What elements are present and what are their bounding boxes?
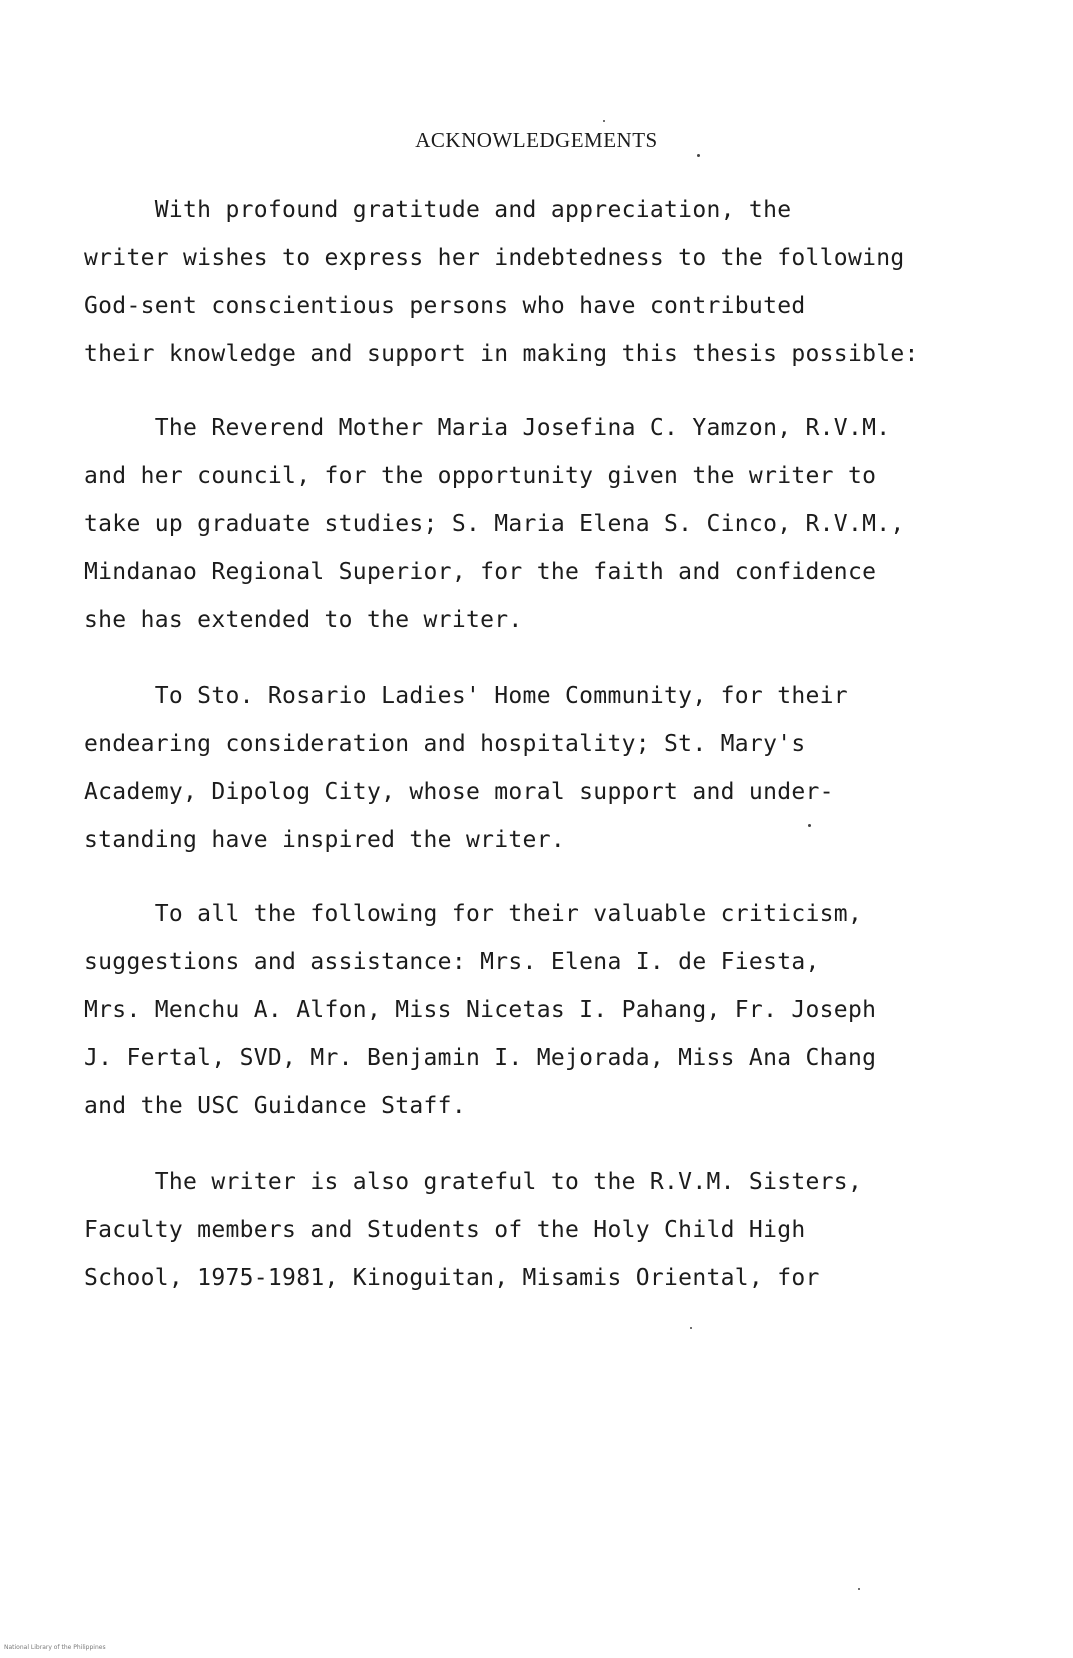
scan-speck <box>603 120 605 122</box>
text-line: With profound gratitude and appreciation, the <box>84 197 792 223</box>
text-line: endearing consideration and hospitality; St. Mary's <box>84 731 806 757</box>
page-title: ACKNOWLEDGEMENTS <box>415 128 658 152</box>
text-line: School, 1975-1981, Kinoguitan, Misamis Oriental, for <box>84 1265 820 1291</box>
text-line: J. Fertal, SVD, Mr. Benjamin I. Mejorada, Miss Ana Chang <box>84 1045 877 1071</box>
text-line: Mrs. Menchu A. Alfon, Miss Nicetas I. Pahang, Fr. Joseph <box>84 997 877 1023</box>
text-line: she has extended to the writer. <box>84 607 523 633</box>
scan-speck <box>808 824 811 827</box>
scan-speck <box>697 154 700 157</box>
text-line: standing have inspired the writer. <box>84 827 566 853</box>
text-line: Faculty members and Students of the Holy Child High <box>84 1217 806 1243</box>
text-line: The writer is also grateful to the R.V.M. Sisters, <box>84 1169 863 1195</box>
text-line: The Reverend Mother Maria Josefina C. Yamzon, R.V.M. <box>84 415 891 441</box>
footer-watermark: National Library of the Philippines <box>4 1644 106 1651</box>
text-line: and the USC Guidance Staff. <box>84 1093 466 1119</box>
text-line: God-sent conscientious persons who have contributed <box>84 293 806 319</box>
text-line: writer wishes to express her indebtedness to the following <box>84 245 905 271</box>
text-line: Academy, Dipolog City, whose moral support and under- <box>84 779 834 805</box>
paragraph-community <box>84 672 1014 864</box>
text-line: take up graduate studies; S. Maria Elena S. Cinco, R.V.M., <box>84 511 905 537</box>
paragraph-intro <box>84 186 1014 378</box>
text-line: To all the following for their valuable criticism, <box>84 901 863 927</box>
paragraph-rvm-sisters <box>84 1158 1014 1302</box>
paragraph-reverend-mother <box>84 404 1014 644</box>
text-line: and her council, for the opportunity given the writer to <box>84 463 877 489</box>
text-line: their knowledge and support in making this thesis possible: <box>84 341 919 367</box>
scan-speck <box>690 1327 692 1329</box>
text-line: To Sto. Rosario Ladies' Home Community, for their <box>84 683 848 709</box>
text-line: Mindanao Regional Superior, for the faith and confidence <box>84 559 877 585</box>
paragraph-contributors <box>84 890 1014 1130</box>
text-line: suggestions and assistance: Mrs. Elena I. de Fiesta, <box>84 949 820 975</box>
scan-speck <box>858 1588 860 1590</box>
